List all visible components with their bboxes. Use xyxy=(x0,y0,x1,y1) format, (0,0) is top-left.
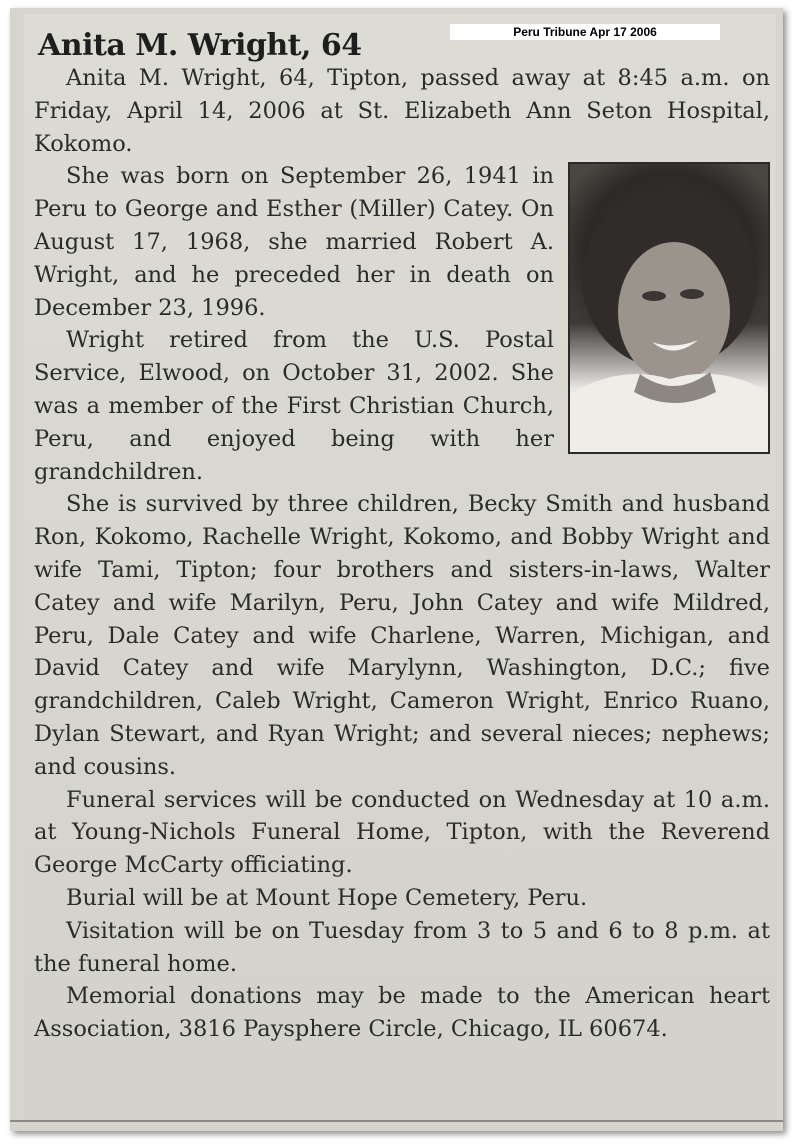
obituary-body xyxy=(34,62,770,1046)
obituary-paragraph-burial: Burial will be at Mount Hope Cemetery, Peru. xyxy=(66,884,588,911)
obituary-paragraph-death: Anita M. Wright, 64, Tipton, passed away at 8:45 a.m. on Friday, April 14, 2006 at St. Elizabeth Ann Seton Hospital, Kokomo. xyxy=(34,65,770,157)
obituary-paragraph-survivors: She is survived by three children, Becky Smith and husband Ron, Kokomo, Rachelle Wright, Kokomo, and Bobby Wright and wife Tami, Tipton; four brothers and sisters-in-laws, Walter Catey and wife Marilyn, Peru, John Catey and wife Mildred, Peru, Dale Catey and wife Charlene, Warren, Michigan, and David Catey and wife Marylynn, Washington, D.C.; five grandchildren, Caleb Wright, Cameron Wright, Enrico Ruano, Dylan Stewart, and Ryan Wright; and several nieces; nephews; and cousins. xyxy=(34,491,770,780)
obituary-paragraph-visitation: Visitation will be on Tuesday from 3 to 5 and 6 to 8 p.m. at the funeral home. xyxy=(34,917,770,977)
obituary-headline: Anita M. Wright, 64 xyxy=(38,28,362,63)
source-caption: Peru Tribune Apr 17 2006 xyxy=(450,24,720,40)
obituary-paragraph-birth: She was born on September 26, 1941 in Peru to George and Esther (Miller) Catey. On August 17, 1968, she married Robert A. Wright, and he preceded her in death on December 23, 1996. xyxy=(34,163,554,321)
obituary-paragraph-career: Wright retired from the U.S. Postal Service, Elwood, on October 31, 2002. She was a member of the First Christian Church, Peru, and enjoyed being with her grandchildren. xyxy=(34,327,554,485)
obituary-clipping xyxy=(24,14,776,1120)
portrait-drawing xyxy=(570,164,768,452)
obituary-paragraph-memorial: Memorial donations may be made to the American heart Association, 3816 Paysphere Circle, Chicago, IL 60674. xyxy=(34,983,770,1043)
scanned-clipping-frame xyxy=(10,8,783,1131)
obituary-paragraph-funeral: Funeral services will be conducted on Wednesday at 10 a.m. at Young-Nichols Funeral Home, Tipton, with the Reverend George McCarty officiating. xyxy=(34,786,770,879)
portrait-photo-icon xyxy=(568,162,770,454)
bottom-divider xyxy=(10,1120,783,1122)
